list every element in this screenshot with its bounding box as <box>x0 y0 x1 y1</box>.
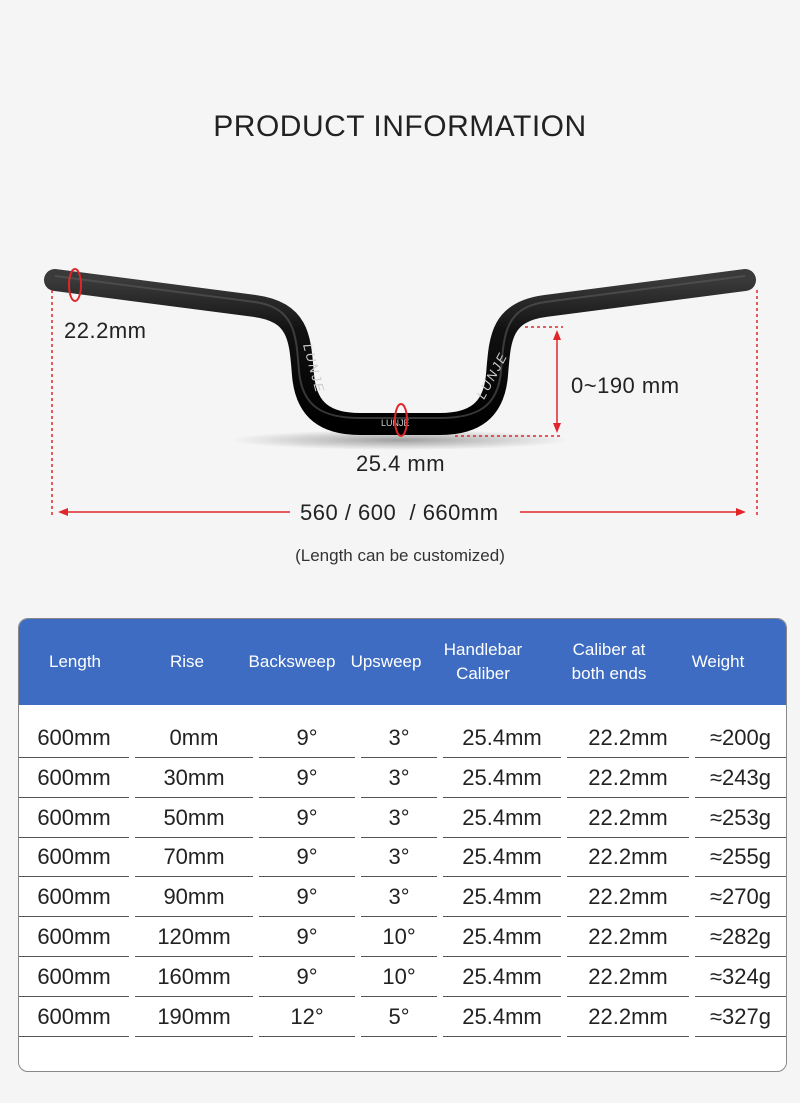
cell-length: 600mm <box>19 958 129 997</box>
customization-note: (Length can be customized) <box>295 546 505 565</box>
table-row <box>19 958 786 998</box>
cell-length: 600mm <box>19 838 129 877</box>
cell-length: 600mm <box>19 759 129 798</box>
header-rise: Rise <box>169 652 204 671</box>
cell-rise: 120mm <box>135 918 253 957</box>
cell-handlebar-caliber: 25.4mm <box>443 958 561 997</box>
cell-upsweep: 10° <box>361 958 437 997</box>
cell-handlebar-caliber: 25.4mm <box>443 918 561 957</box>
table-row <box>19 998 786 1038</box>
page-title: PRODUCT INFORMATION <box>213 110 587 143</box>
cell-rise: 50mm <box>135 799 253 838</box>
cell-caliber-both-ends: 22.2mm <box>567 759 689 798</box>
cell-weight: ≈243g <box>695 759 786 798</box>
cell-caliber-both-ends: 22.2mm <box>567 878 689 917</box>
cell-weight: ≈327g <box>695 998 786 1037</box>
brand-mark-right: LUNJE <box>473 349 511 402</box>
table-body <box>19 719 786 1037</box>
header-length: Length <box>49 652 101 671</box>
cell-rise: 70mm <box>135 838 253 877</box>
table-row <box>19 838 786 878</box>
cell-caliber-both-ends: 22.2mm <box>567 918 689 957</box>
cell-handlebar-caliber: 25.4mm <box>443 719 561 758</box>
header-backsweep: Backsweep <box>248 652 336 671</box>
table-row <box>19 918 786 958</box>
rise-range-label: 0~190 mm <box>571 373 680 398</box>
cell-backsweep: 9° <box>259 759 355 798</box>
cell-handlebar-caliber: 25.4mm <box>443 759 561 798</box>
cell-weight: ≈253g <box>695 799 786 838</box>
cell-weight: ≈255g <box>695 838 786 877</box>
cell-upsweep: 10° <box>361 918 437 957</box>
cell-upsweep: 3° <box>361 799 437 838</box>
center-caliber-label: 25.4 mm <box>356 451 446 476</box>
spec-table <box>18 618 787 1072</box>
table-row <box>19 878 786 918</box>
cell-upsweep: 5° <box>361 998 437 1037</box>
table-row <box>19 799 786 839</box>
cell-upsweep: 3° <box>361 838 437 877</box>
cell-length: 600mm <box>19 918 129 957</box>
cell-handlebar-caliber: 25.4mm <box>443 878 561 917</box>
table-row <box>19 719 786 759</box>
cell-length: 600mm <box>19 878 129 917</box>
header-caliber-both-ends: Caliber at both ends <box>571 640 647 683</box>
cell-weight: ≈324g <box>695 958 786 997</box>
brand-mark-left: LUNJE <box>300 341 328 396</box>
cell-length: 600mm <box>19 719 129 758</box>
cell-rise: 190mm <box>135 998 253 1037</box>
cell-backsweep: 9° <box>259 878 355 917</box>
cell-backsweep: 12° <box>259 998 355 1037</box>
cell-backsweep: 9° <box>259 958 355 997</box>
handlebar-image <box>55 280 745 424</box>
cell-weight: ≈200g <box>695 719 786 758</box>
cell-upsweep: 3° <box>361 759 437 798</box>
cell-length: 600mm <box>19 998 129 1037</box>
cell-length: 600mm <box>19 799 129 838</box>
cell-weight: ≈282g <box>695 918 786 957</box>
cell-handlebar-caliber: 25.4mm <box>443 799 561 838</box>
cell-caliber-both-ends: 22.2mm <box>567 719 689 758</box>
cell-backsweep: 9° <box>259 918 355 957</box>
cell-caliber-both-ends: 22.2mm <box>567 958 689 997</box>
end-caliber-label: 22.2mm <box>64 318 147 343</box>
cell-caliber-both-ends: 22.2mm <box>567 998 689 1037</box>
table-row <box>19 759 786 799</box>
cell-backsweep: 9° <box>259 719 355 758</box>
cell-rise: 90mm <box>135 878 253 917</box>
cell-caliber-both-ends: 22.2mm <box>567 799 689 838</box>
cell-weight: ≈270g <box>695 878 786 917</box>
table-header <box>19 619 786 705</box>
header-weight: Weight <box>691 652 745 671</box>
cell-rise: 0mm <box>135 719 253 758</box>
cell-rise: 160mm <box>135 958 253 997</box>
brand-mark-center: LUNJE <box>381 418 410 428</box>
cell-rise: 30mm <box>135 759 253 798</box>
cell-backsweep: 9° <box>259 838 355 877</box>
cell-handlebar-caliber: 25.4mm <box>443 838 561 877</box>
cell-upsweep: 3° <box>361 878 437 917</box>
header-upsweep: Upsweep <box>350 652 422 671</box>
cell-backsweep: 9° <box>259 799 355 838</box>
width-label: 560 / 600 / 660mm <box>300 500 499 525</box>
header-handlebar-caliber: Handlebar Caliber <box>443 640 523 683</box>
cell-handlebar-caliber: 25.4mm <box>443 998 561 1037</box>
cell-upsweep: 3° <box>361 719 437 758</box>
cell-caliber-both-ends: 22.2mm <box>567 838 689 877</box>
